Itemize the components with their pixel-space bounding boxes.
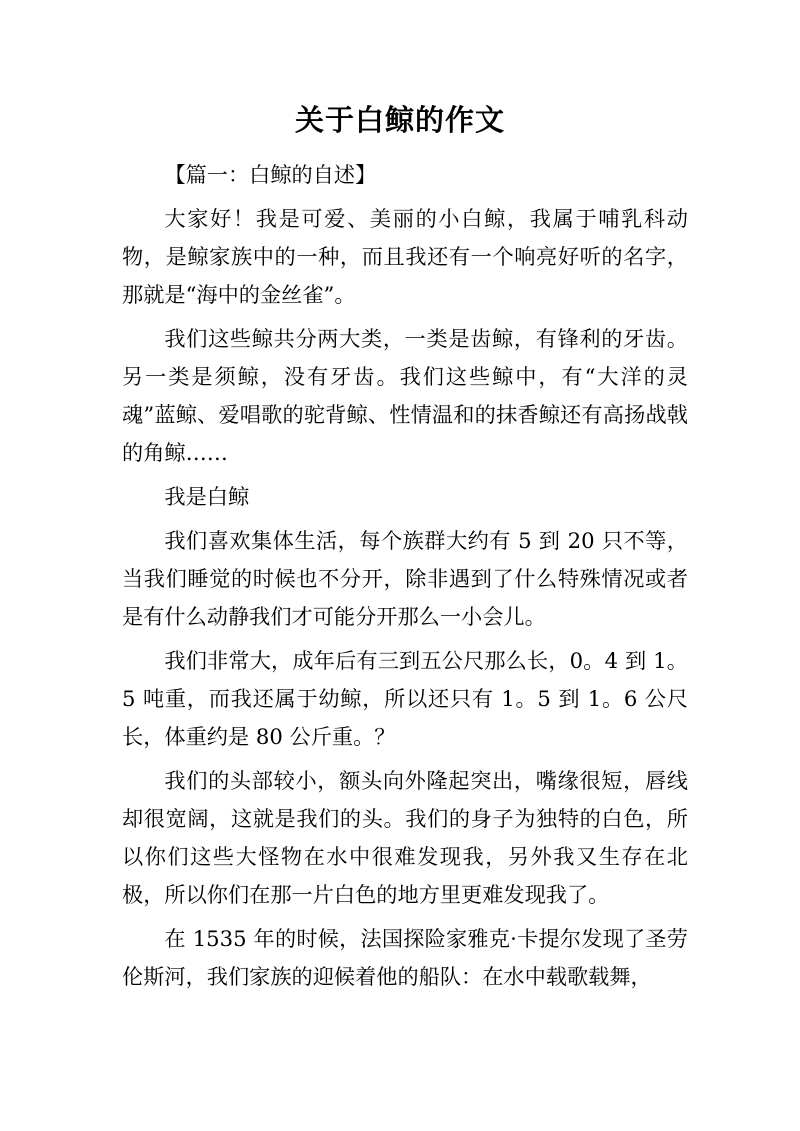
document-body	[122, 156, 688, 1002]
document-title: 关于白鲸的作文	[294, 103, 505, 137]
paragraph: 我们喜欢集体生活，每个族群大约有 5 到 20 只不等，当我们睡觉的时候也不分开，除非遇到了什么特殊情况或者是有什么动静我们才可能分开那么一小会儿。	[122, 528, 688, 629]
paragraph: 我们这些鲸共分两大类，一类是齿鲸，有锋利的牙齿。另一类是须鲸，没有牙齿。我们这些鲸中，有“大洋的灵魂”蓝鲸、爱唱歌的驼背鲸、性情温和的抹香鲸还有高扬战戟的角鲸……	[122, 326, 688, 465]
paragraph: 大家好！我是可爱、美丽的小白鲸，我属于哺乳科动物，是鲸家族中的一种，而且我还有一个响亮好听的名字，那就是“海中的金丝雀”。	[122, 206, 688, 307]
paragraph: 我是白鲸	[164, 484, 250, 509]
paragraph-section-heading: 【篇一：白鲸的自述】	[164, 162, 377, 187]
paragraph: 我们非常大，成年后有三到五公尺那么长，0。4 到 1。5 吨重，而我还属于幼鲸，所以还只有 1。5 到 1。6 公尺长，体重约是 80 公斤重。？	[122, 648, 688, 749]
paragraph: 我们的头部较小，额头向外隆起突出，嘴缘很短，唇线却很宽阔，这就是我们的头。我们的身子为独特的白色，所以你们这些大怪物在水中很难发现我，另外我又生存在北极，所以你们在那一片白色的地方里更难发现我了。	[122, 768, 688, 907]
paragraph: 在 1535 年的时候，法国探险家雅克·卡提尔发现了圣劳伦斯河，我们家族的迎候着他的船队：在水中载歌载舞，	[122, 926, 688, 989]
